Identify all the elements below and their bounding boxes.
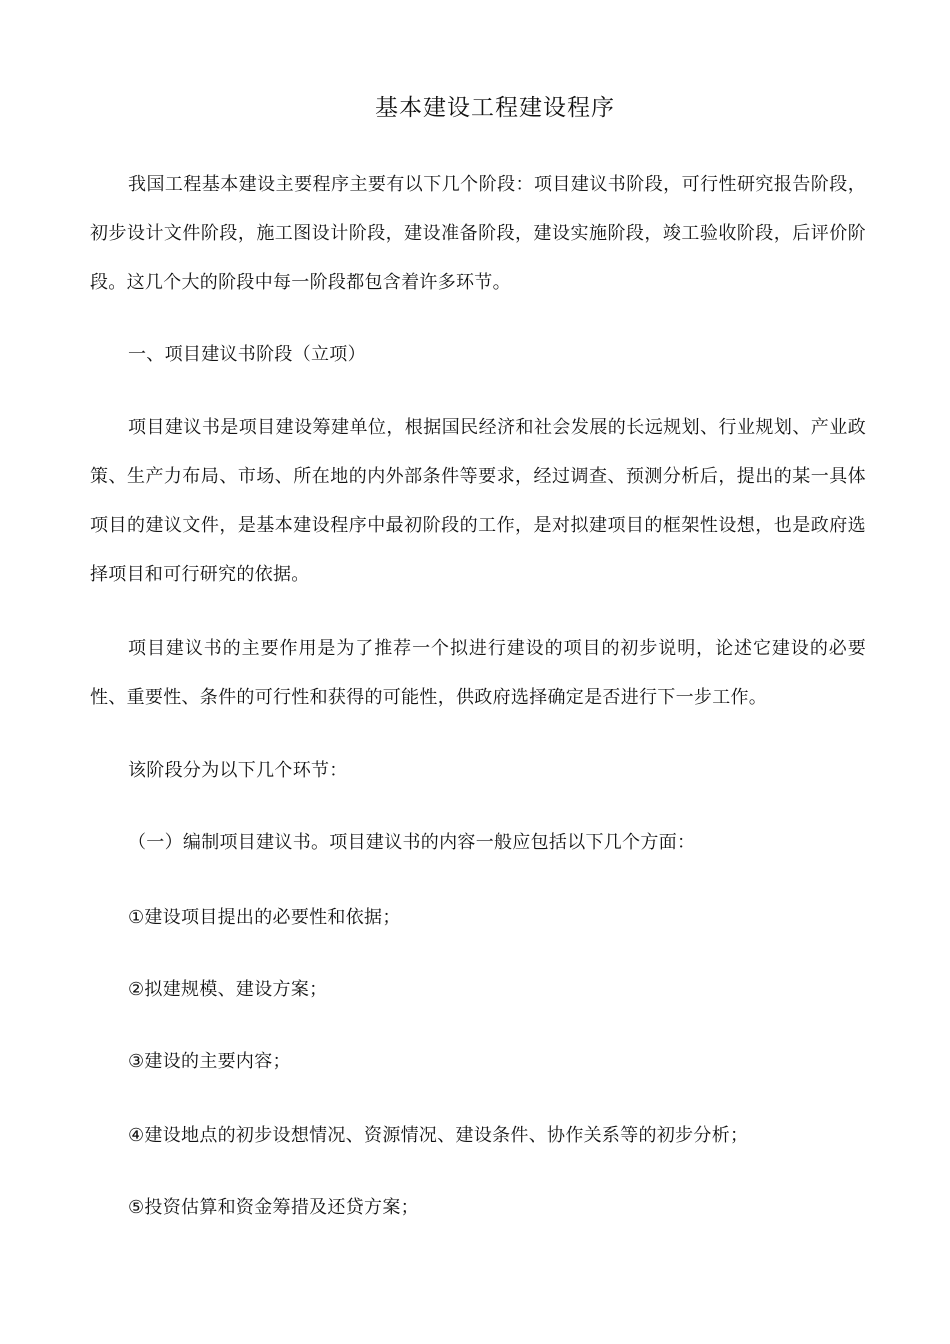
document-title: 基本建设工程建设程序 xyxy=(375,95,615,121)
list-item: ③建设的主要内容； xyxy=(128,1051,291,1072)
body-paragraph: 该阶段分为以下几个环节： xyxy=(128,760,348,781)
body-paragraph: 项目建议书的主要作用是为了推荐一个拟进行建设的项目的初步说明，论述它建设的必要性、重要性、条件的可行性和获得的可能性，供政府选择确定是否进行下一步工作。 xyxy=(90,638,866,708)
list-item: ②拟建规模、建设方案； xyxy=(128,979,328,1000)
subsection-heading: （一）编制项目建议书。项目建议书的内容一般应包括以下几个方面： xyxy=(128,832,696,853)
body-paragraph: 项目建议书是项目建设筹建单位，根据国民经济和社会发展的长远规划、行业规划、产业政策、生产力布局、市场、所在地的内外部条件等要求，经过调查、预测分析后，提出的某一具体项目的建议文件，是基本建设程序中最初阶段的工作，是对拟建项目的框架性设想，也是政府选择项目和可行研究的依据。 xyxy=(90,417,866,585)
list-item: ⑤投资估算和资金筹措及还贷方案； xyxy=(128,1197,419,1218)
intro-paragraph: 我国工程基本建设主要程序主要有以下几个阶段：项目建议书阶段，可行性研究报告阶段，初步设计文件阶段，施工图设计阶段，建设准备阶段，建设实施阶段，竣工验收阶段，后评价阶段。这几个大的阶段中每一阶段都包含着许多环节。 xyxy=(90,174,866,293)
list-item: ④建设地点的初步设想情况、资源情况、建设条件、协作关系等的初步分析； xyxy=(128,1125,749,1146)
section-heading: 一、项目建议书阶段（立项） xyxy=(128,344,366,365)
list-item: ①建设项目提出的必要性和依据； xyxy=(128,907,401,928)
